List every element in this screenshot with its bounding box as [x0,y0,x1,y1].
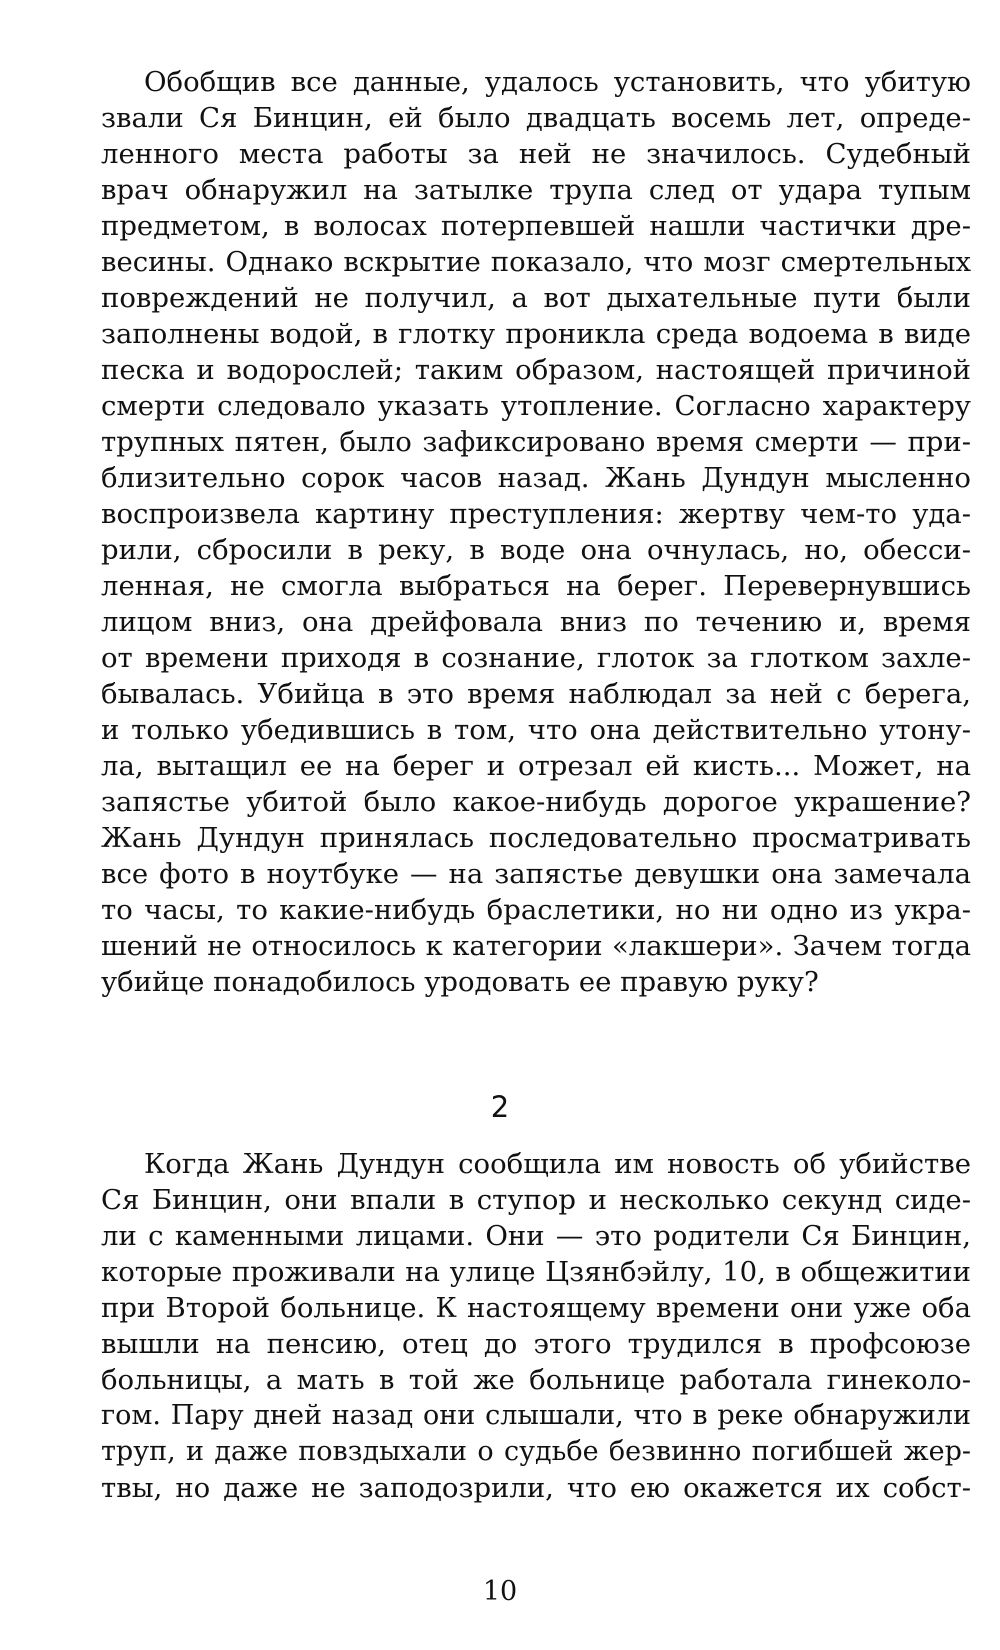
text-line: которые проживали на улице Цзянбэйлу, 10, в общежитии [101,1256,971,1288]
text-line: гом. Пару дней назад они слышали, что в реке обнаружили [101,1400,971,1431]
text-line: воспроизвела картину преступления: жертву чем-то уда- [101,498,971,530]
text-line: заполнены водой, в глотку проникла среда водоема в виде [101,318,971,350]
page-number: 10 [482,1576,518,1607]
text-line: повреждений не получил, а вот дыхательные пути были [101,282,971,314]
text-line: рили, сбросили в реку, в воде она очнулась, но, обесси- [101,534,971,566]
text-line: то часы, то какие-нибудь браслетики, но ни одно из укра- [101,894,971,926]
text-line: ла, вытащил ее на берег и отрезал ей кисть... Может, на [101,750,971,782]
text-line: шений не относилось к категории «лакшери». Зачем тогда [101,930,971,962]
text-line: твы, но даже не заподозрили, что ею окажется их собст- [101,1472,971,1504]
text-line: лицом вниз, она дрейфовала вниз по течению и, время [101,606,971,638]
chapter-number: 2 [490,1090,510,1124]
text-line: трупных пятен, было зафиксировано время смерти — при- [101,426,971,458]
text-line: близительно сорок часов назад. Жань Дундун мысленно [101,462,971,494]
text-line: и только убедившись в том, что она действительно утону- [101,714,971,746]
text-line: весины. Однако вскрытие показало, что мозг смертельных [101,246,971,278]
text-line: от времени приходя в сознание, глоток за глотком захле- [101,642,971,674]
text-line: Ся Бинцин, они впали в ступор и несколько секунд сиде- [101,1184,971,1216]
text-line: смерти следовало указать утопление. Согласно характеру [101,390,971,422]
text-line: Жань Дундун принялась последовательно просматривать [101,822,971,854]
text-line: бывалась. Убийца в это время наблюдал за ней с берега, [101,678,971,710]
text-line: ленного места работы за ней не значилось. Судебный [101,138,971,170]
text-line: песка и водорослей; таким образом, настоящей причиной [101,354,971,386]
text-line: ленная, не смогла выбраться на берег. Перевернувшись [101,570,971,602]
text-line: Обобщив все данные, удалось установить, что убитую [144,66,971,98]
text-line: врач обнаружил на затылке трупа след от удара тупым [101,174,971,206]
text-line: труп, и даже повздыхали о судьбе безвинно погибшей жер- [101,1436,971,1467]
text-line: при Второй больнице. К настоящему времени они уже оба [101,1292,971,1324]
text-line: вышли на пенсию, отец до этого трудился в профсоюзе [101,1328,971,1360]
text-line: предметом, в волосах потерпевшей нашли частички дре- [101,210,971,242]
text-line: больницы, а мать в той же больнице работала гинеколо- [101,1364,971,1396]
text-line: все фото в ноутбуке — на запястье девушки она замечала [101,858,971,890]
text-line: ли с каменными лицами. Они — это родители Ся Бинцин, [101,1220,971,1252]
text-line: запястье убитой было какое-нибудь дорогое украшение? [101,786,971,818]
text-line: звали Ся Бинцин, ей было двадцать восемь лет, опреде- [101,102,971,134]
text-line: Когда Жань Дундун сообщила им новость об убийстве [144,1148,971,1180]
text-line: убийце понадобилось уродовать ее правую руку? [101,966,819,998]
